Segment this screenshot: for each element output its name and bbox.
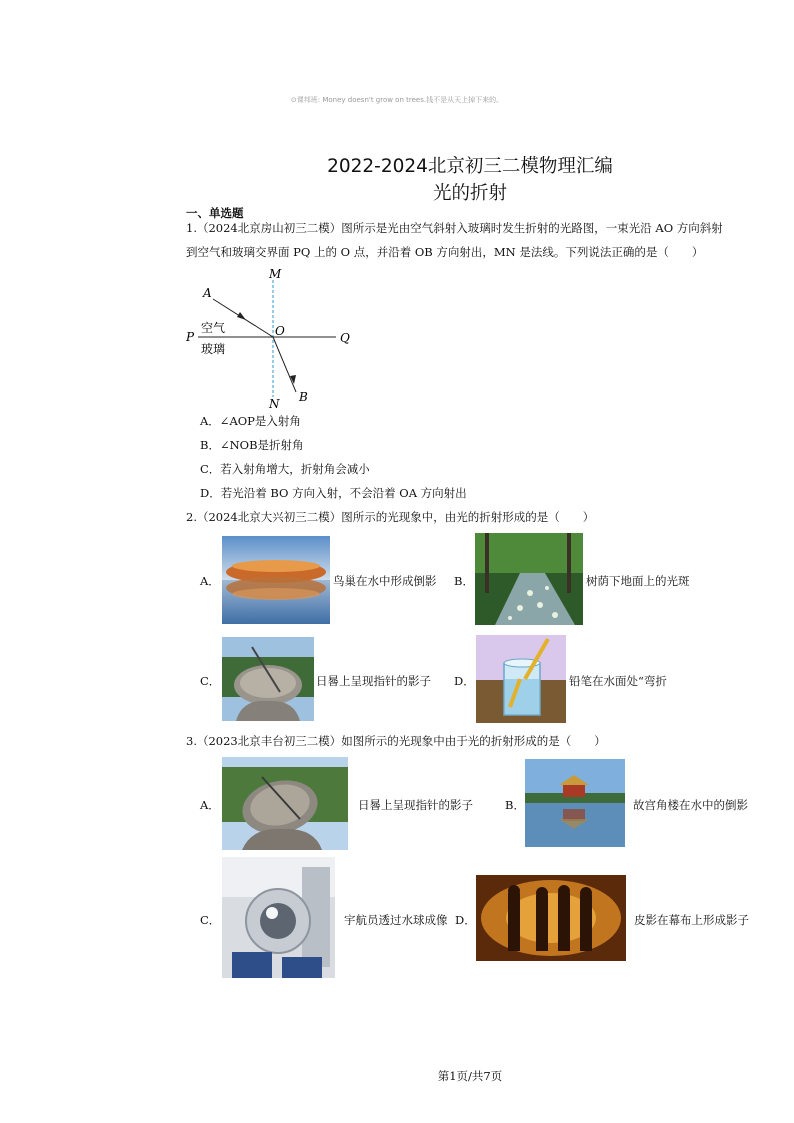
q2-option-b-text: 树荫下地面上的光斑 — [586, 574, 690, 588]
pencil-in-water-image — [476, 635, 566, 723]
sundial-image — [222, 757, 348, 850]
label-q: Q — [340, 331, 350, 345]
q3-option-d-text: 皮影在幕布上形成影子 — [634, 913, 749, 927]
q2-option-a-letter: A． — [200, 574, 220, 588]
question-1-line2: 到空气和玻璃交界面 PQ 上的 O 点，并沿着 OB 方向射出，MN 是法线。下列说法正确的是（ ） — [186, 245, 704, 259]
q2-option-c-letter: C． — [200, 674, 221, 688]
q1-option-b: B．∠NOB是折射角 — [200, 438, 304, 452]
q2-option-a-text: 鸟巢在水中形成倒影 — [333, 574, 437, 588]
astronaut-water-ball-image — [222, 857, 335, 978]
q2-option-d-letter: D． — [454, 674, 475, 688]
sundial-image — [222, 637, 314, 721]
q3-option-b-text: 故宫角楼在水中的倒影 — [633, 798, 748, 812]
page-title: 2022-2024北京初三二模物理汇编 — [327, 156, 613, 177]
label-n: N — [269, 397, 280, 411]
page-subtitle: 光的折射 — [432, 183, 507, 204]
corner-tower-reflection-image — [525, 759, 625, 847]
watermark: ⊙课邦班: Money doesn't grow on trees.钱不是从天上掉下来的。 — [290, 96, 504, 104]
label-a: A — [203, 286, 212, 300]
label-b: B — [299, 390, 308, 404]
question-1-line1: 1.（2024北京房山初三二模）图所示是光由空气斜射入玻璃时发生折射的光路图，一束光沿 AO 方向斜射 — [186, 221, 723, 235]
q3-option-c-letter: C． — [200, 913, 221, 927]
refracted-ray — [273, 337, 296, 392]
question-2-stem: 2.（2024北京大兴初三二模）图所示的光现象中，由光的折射形成的是（ ） — [186, 510, 595, 524]
q3-option-a-letter: A． — [200, 798, 220, 812]
q1-option-a: A．∠AOP是入射角 — [200, 414, 301, 428]
label-glass: 玻璃 — [201, 342, 226, 356]
label-air: 空气 — [201, 321, 226, 335]
page-footer: 第1页/共7页 — [437, 1069, 503, 1083]
q3-option-a-text: 日晷上呈现指针的影子 — [358, 798, 473, 812]
label-o: O — [275, 324, 285, 338]
section-heading: 一、单选题 — [186, 206, 244, 220]
q2-option-c-text: 日晷上呈现指针的影子 — [316, 674, 431, 688]
q3-option-d-letter: D． — [455, 913, 476, 927]
question-3-stem: 3.（2023北京丰台初三二模）如图所示的光现象中由于光的折射形成的是（ ） — [186, 734, 606, 748]
q3-option-b-letter: B． — [505, 798, 525, 812]
tree-shade-light-spots-image — [475, 533, 583, 625]
q1-option-c: C．若入射角增大，折射角会减小 — [200, 462, 370, 476]
incident-arrow — [237, 312, 246, 320]
label-p: P — [186, 330, 195, 344]
refraction-diagram — [180, 262, 360, 412]
birds-nest-reflection-image — [222, 536, 330, 624]
shadow-puppets-image — [476, 875, 626, 961]
q2-option-d-text: 铅笔在水面处“弯折 — [569, 674, 667, 688]
q1-option-d: D．若光沿着 BO 方向入射，不会沿着 OA 方向射出 — [200, 486, 467, 500]
q3-option-c-text: 宇航员透过水球成像 — [344, 913, 448, 927]
label-m: M — [269, 267, 282, 281]
q2-option-b-letter: B． — [454, 574, 474, 588]
